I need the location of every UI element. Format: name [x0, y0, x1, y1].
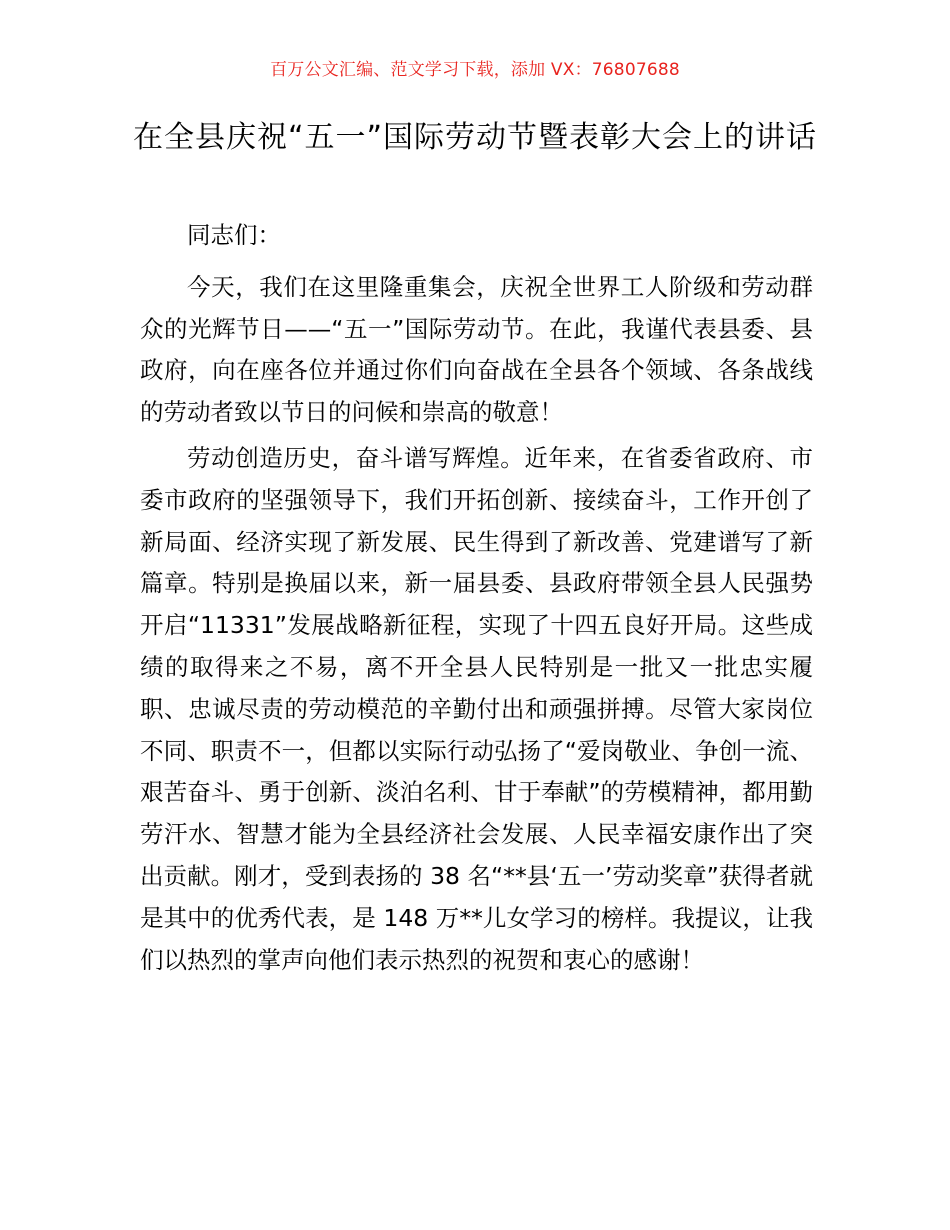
salutation: 同志们：	[187, 221, 281, 249]
document-body	[140, 215, 813, 985]
promo-header: 百万公文汇编、范文学习下载，添加 VX：76807688	[270, 60, 680, 80]
paragraph-1: 今天，我们在这里隆重集会，庆祝全世界工人阶级和劳动群众的光辉节日——“五一”国际劳动节。在此，我谨代表县委、县政府，向在座各位并通过你们向奋战在全县各个领域、各条战线的劳动者致以节日的问候和崇高的敬意！	[140, 272, 813, 427]
document-title: 在全县庆祝“五一”国际劳动节暨表彰大会上的讲话	[132, 120, 818, 155]
paragraph-2: 劳动创造历史，奋斗谱写辉煌。近年来，在省委省政府、市委市政府的坚强领导下，我们开拓创新、接续奋斗，工作开创了新局面、经济实现了新发展、民生得到了新改善、党建谱写了新篇章。特别是换届以来，新一届县委、县政府带领全县人民强势开启“11331”发展战略新征程，实现了十四五良好开局。这些成绩的取得来之不易，离不开全县人民特别是一批又一批忠实履职、忠诚尽责的劳动模范的辛勤付出和顽强拼搏。尽管大家岗位不同、职责不一，但都以实际行动弘扬了“爱岗敬业、争创一流、艰苦奋斗、勇于创新、淡泊名利、甘于奉献”的劳模精神，都用勤劳汗水、智慧才能为全县经济社会发展、人民幸福安康作出了突出贡献。刚才，受到表扬的 38 名“**县‘五一’劳动奖章”获得者就是其中的优秀代表，是 148 万**儿女学习的榜样。我提议，让我们以热烈的掌声向他们表示热烈的祝贺和衷心的感谢！	[140, 443, 813, 974]
